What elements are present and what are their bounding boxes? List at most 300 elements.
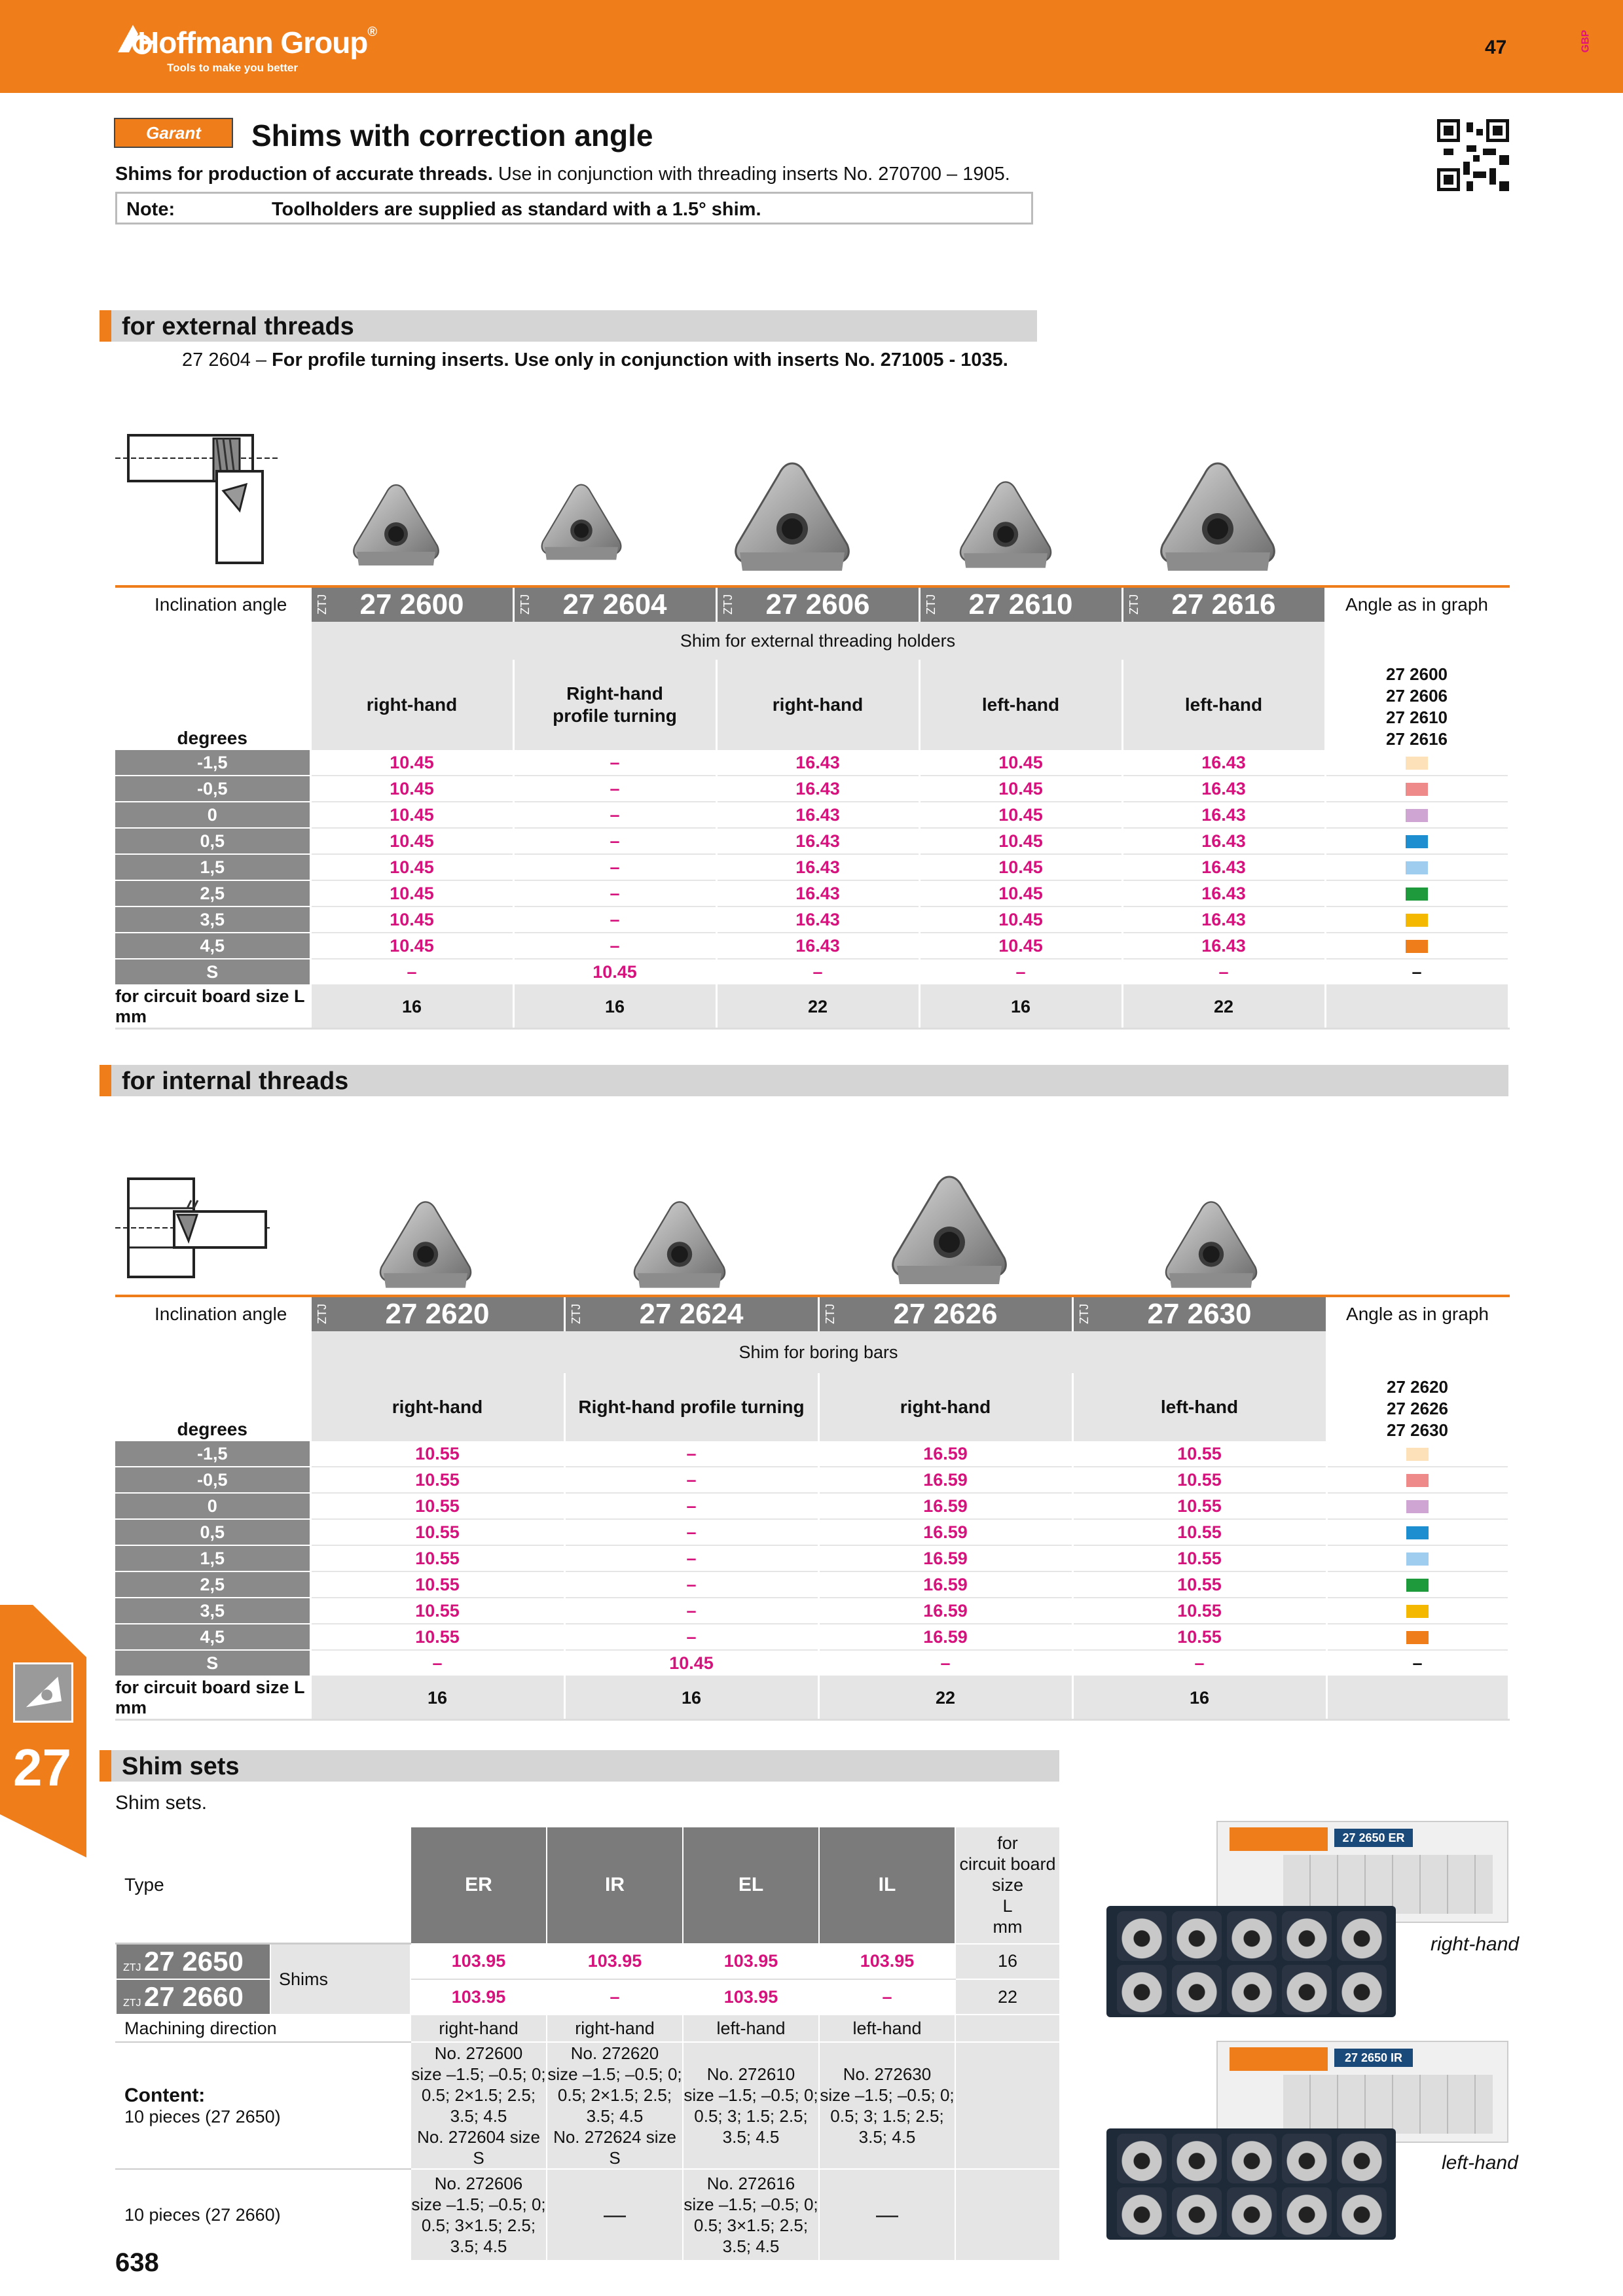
shim-price: –	[513, 933, 716, 959]
tray-shim-slot	[1337, 1965, 1387, 2015]
article-header: ZTJ 27 2620	[310, 1296, 564, 1331]
shim-price: 16.43	[1122, 854, 1325, 880]
set-article: ZTJ 27 2650	[116, 1944, 270, 1980]
internal-thread-diagram	[115, 1175, 272, 1280]
inclination-angle-label: Inclination angle	[115, 1296, 310, 1331]
shim-image	[373, 1198, 478, 1292]
degrees-label: degrees	[115, 1373, 310, 1441]
angle-color-swatch: –	[1325, 959, 1508, 985]
shim-price: 10.55	[1072, 1467, 1326, 1493]
shim-price: 16.43	[1122, 880, 1325, 906]
shim-price: 10.55	[1072, 1441, 1326, 1467]
degree-value: 1,5	[115, 854, 310, 880]
shim-price: –	[310, 1650, 564, 1676]
shim-price: 16.59	[818, 1493, 1072, 1519]
angle-color-swatch	[1325, 750, 1508, 776]
set-price: –	[547, 1979, 683, 2015]
color-swatch	[1406, 1552, 1429, 1566]
degree-row	[115, 1467, 1508, 1493]
set-column-header: EL	[683, 1827, 819, 1944]
shim-price: –	[1072, 1650, 1326, 1676]
shim-price: 10.45	[919, 854, 1122, 880]
degree-row	[115, 1493, 1508, 1519]
board-size-label: for circuit board size L mm	[115, 1676, 310, 1720]
degree-value: 0	[115, 1493, 310, 1519]
machining-value: left-hand	[819, 2015, 955, 2042]
shim-price: 16.43	[716, 828, 919, 854]
photo-label-right-hand: right-hand	[1431, 1933, 1520, 1955]
shim-price: 16.43	[1122, 933, 1325, 959]
angle-color-swatch	[1325, 802, 1508, 828]
article-header: ZTJ 27 2616	[1122, 586, 1325, 622]
tray-shim-slot	[1172, 2134, 1222, 2183]
shim-price: 10.45	[310, 750, 513, 776]
brand-tagline: Tools to make you better	[167, 62, 298, 74]
set-column-header: ER	[410, 1827, 547, 1944]
hand-label: Right-hand profile turning	[513, 660, 716, 750]
degrees-label: degrees	[115, 660, 310, 750]
note-label: Note:	[126, 199, 175, 220]
brand-name: Hoffmann Group®	[137, 25, 377, 60]
content-value: —	[547, 2169, 683, 2261]
box-slot-grid	[1283, 2075, 1493, 2134]
tray-shim-slot	[1227, 1911, 1277, 1961]
tray-shim-slot	[1227, 1965, 1277, 2015]
shim-price: 10.45	[310, 906, 513, 933]
tray-shim-slot	[1282, 2134, 1332, 2183]
degree-row	[115, 828, 1508, 854]
shim-price: 10.45	[310, 828, 513, 854]
shim-price: –	[310, 959, 513, 985]
degree-row	[115, 1519, 1508, 1545]
shim-set-box-left	[1216, 2041, 1508, 2143]
shim-price: 16.43	[1122, 776, 1325, 802]
shim-image	[884, 1172, 1015, 1289]
box-article-label: 27 2650 ER	[1334, 1829, 1413, 1847]
degree-row	[115, 933, 1508, 959]
shim-price: 16.43	[716, 933, 919, 959]
group-label: Shim for external threading holders	[310, 622, 1325, 660]
degree-row	[115, 1571, 1508, 1598]
article-code-icon: ZTJ	[518, 594, 532, 615]
shim-sets-description: Shim sets.	[115, 1792, 208, 1814]
article-header: ZTJ 27 2624	[564, 1296, 818, 1331]
angle-color-swatch	[1326, 1624, 1508, 1650]
degree-value: 4,5	[115, 1624, 310, 1650]
box-article-label: 27 2650 IR	[1334, 2049, 1413, 2067]
shim-price: 16.59	[818, 1441, 1072, 1467]
shim-sets-table	[115, 1826, 1061, 2261]
shim-price: 10.45	[919, 802, 1122, 828]
color-swatch	[1406, 888, 1428, 901]
shim-price: 16.59	[818, 1624, 1072, 1650]
shim-price: 10.45	[513, 959, 716, 985]
article-code-icon: ZTJ	[315, 1304, 329, 1324]
color-swatch	[1406, 861, 1428, 874]
photo-label-left-hand: left-hand	[1442, 2152, 1518, 2174]
shim-price: 10.55	[310, 1545, 564, 1571]
graph-articles: 27 2620 27 2626 27 2630	[1326, 1373, 1508, 1441]
tray-shim-slot	[1337, 2134, 1387, 2183]
angle-color-swatch	[1326, 1571, 1508, 1598]
board-size-label: for circuit board size L mm	[115, 985, 310, 1029]
degree-row	[115, 1624, 1508, 1650]
external-description: 27 2604 – For profile turning inserts. Use only in conjunction with inserts No. 271005 - 1035.	[182, 350, 1008, 370]
set-article: ZTJ 27 2660	[116, 1979, 270, 2015]
machining-value: right-hand	[410, 2015, 547, 2042]
content-value: No. 272616 size –1.5; –0.5; 0; 0.5; 3×1.5; 2.5; 3.5; 4.5	[683, 2169, 819, 2261]
machining-value: left-hand	[683, 2015, 819, 2042]
article-code-icon: ZTJ	[721, 594, 735, 615]
section-title: for external threads	[122, 313, 354, 340]
article-header: ZTJ 27 2604	[513, 586, 716, 622]
color-swatch	[1406, 783, 1428, 796]
board-size-value: 22	[1122, 985, 1325, 1029]
shim-price: 16.59	[818, 1598, 1072, 1624]
shim-image	[627, 1198, 732, 1292]
tray-shim-slot	[1172, 1965, 1222, 2015]
section-title: Shim sets	[122, 1753, 240, 1780]
shim-price: 16.43	[1122, 750, 1325, 776]
group-label: Shim for boring bars	[310, 1331, 1326, 1373]
tray-shim-slot	[1117, 2187, 1167, 2237]
shim-price: 16.43	[716, 802, 919, 828]
content-value: No. 272610 size –1.5; –0.5; 0; 0.5; 3; 1.5; 2.5; 3.5; 4.5	[683, 2042, 819, 2169]
hand-label: left-hand	[1122, 660, 1325, 750]
shim-price: 10.55	[310, 1598, 564, 1624]
set-price: 103.95	[683, 1979, 819, 2015]
set-price: 103.95	[410, 1944, 547, 1980]
shim-price: 10.45	[919, 750, 1122, 776]
shim-price: –	[919, 959, 1122, 985]
shim-price: 10.45	[919, 933, 1122, 959]
degree-row	[115, 1441, 1508, 1467]
angle-color-swatch	[1326, 1441, 1508, 1467]
set-price: 103.95	[819, 1944, 955, 1980]
shim-price: –	[564, 1441, 818, 1467]
shim-price: 10.45	[919, 880, 1122, 906]
angle-color-swatch	[1325, 828, 1508, 854]
shim-price: –	[564, 1571, 818, 1598]
shim-price: 10.55	[310, 1467, 564, 1493]
shim-price: –	[818, 1650, 1072, 1676]
degree-value: 4,5	[115, 933, 310, 959]
tray-shim-slot	[1227, 2187, 1277, 2237]
board-size-value: 22	[716, 985, 919, 1029]
shims-label: Shims	[270, 1944, 410, 2015]
degree-value: 1,5	[115, 1545, 310, 1571]
shim-price: 10.55	[310, 1571, 564, 1598]
article-header: ZTJ 27 2600	[310, 586, 513, 622]
tray-shim-slot	[1282, 1965, 1332, 2015]
degree-value: -0,5	[115, 1467, 310, 1493]
shim-price: 16.59	[818, 1545, 1072, 1571]
article-code-icon: ZTJ	[924, 594, 938, 615]
content-value: —	[819, 2169, 955, 2261]
degree-row	[115, 776, 1508, 802]
tray-shim-slot	[1117, 1965, 1167, 2015]
article-code-icon: ZTJ	[123, 1998, 144, 2009]
shim-price: 10.45	[564, 1650, 818, 1676]
shim-price: 16.43	[716, 880, 919, 906]
page-number-bottom: 638	[115, 2248, 159, 2277]
shim-price: 16.59	[818, 1519, 1072, 1545]
content-value: No. 272606 size –1.5; –0.5; 0; 0.5; 3×1.5; 2.5; 3.5; 4.5	[410, 2169, 547, 2261]
article-header: ZTJ 27 2606	[716, 586, 919, 622]
hand-label: right-hand	[310, 1373, 564, 1441]
section-external-threads	[100, 310, 1037, 342]
shim-price: 10.45	[919, 776, 1122, 802]
shim-price: 10.55	[1072, 1519, 1326, 1545]
article-code-icon: ZTJ	[1077, 1304, 1091, 1324]
tray-shim-slot	[1117, 2134, 1167, 2183]
type-label: Type	[116, 1827, 410, 1944]
degree-value: 0,5	[115, 1519, 310, 1545]
board-size-header: for circuit board size L mm	[955, 1827, 1060, 1944]
note-text: Toolholders are supplied as standard with a 1.5° shim.	[272, 199, 761, 220]
tray-shim-slot	[1227, 2134, 1277, 2183]
shim-price: 16.43	[716, 906, 919, 933]
shim-price: 16.43	[1122, 906, 1325, 933]
hand-label: Right-hand profile turning	[564, 1373, 818, 1441]
degree-row	[115, 906, 1508, 933]
shim-price: 10.45	[310, 880, 513, 906]
angle-graph-label: Angle as in graph	[1326, 1296, 1508, 1331]
shim-image	[953, 478, 1058, 572]
angle-color-swatch	[1326, 1493, 1508, 1519]
tray-shim-slot	[1172, 1911, 1222, 1961]
board-size-value: 16	[310, 1676, 564, 1720]
machining-label: Machining direction	[116, 2015, 410, 2042]
shim-price: –	[564, 1519, 818, 1545]
shim-image	[347, 481, 445, 569]
article-header: ZTJ 27 2630	[1072, 1296, 1326, 1331]
shim-price: –	[564, 1598, 818, 1624]
degree-row	[115, 854, 1508, 880]
shim-price: 16.43	[716, 750, 919, 776]
shim-image	[536, 481, 627, 564]
shim-price: 10.55	[1072, 1493, 1326, 1519]
content-label: Content: 10 pieces (27 2650)	[116, 2042, 410, 2169]
degree-value: -1,5	[115, 1441, 310, 1467]
shim-price: 10.55	[1072, 1624, 1326, 1650]
angle-color-swatch	[1325, 854, 1508, 880]
set-column-header: IL	[819, 1827, 955, 1944]
article-code-icon: ZTJ	[823, 1304, 837, 1324]
board-size-value: 22	[818, 1676, 1072, 1720]
shim-price: –	[513, 854, 716, 880]
shim-price: –	[716, 959, 919, 985]
color-swatch	[1406, 1448, 1429, 1461]
article-code-icon: ZTJ	[123, 1962, 144, 1973]
page-title: Shims with correction angle	[251, 118, 653, 152]
content-value: No. 272630 size –1.5; –0.5; 0; 0.5; 3; 1.5; 2.5; 3.5; 4.5	[819, 2042, 955, 2169]
box-brand-label	[1230, 1827, 1328, 1851]
angle-color-swatch	[1326, 1519, 1508, 1545]
content2-label: 10 pieces (27 2660)	[116, 2169, 410, 2261]
box-brand-label	[1230, 2047, 1328, 2071]
angle-color-swatch	[1326, 1467, 1508, 1493]
degree-row	[115, 750, 1508, 776]
color-swatch	[1406, 914, 1428, 927]
shim-price: –	[564, 1493, 818, 1519]
degree-value: 3,5	[115, 1598, 310, 1624]
shim-price: 10.55	[310, 1624, 564, 1650]
shim-price: 16.59	[818, 1467, 1072, 1493]
degree-row	[115, 1598, 1508, 1624]
shim-price: –	[513, 828, 716, 854]
degree-value: 0	[115, 802, 310, 828]
tray-shim-slot	[1282, 2187, 1332, 2237]
degree-row	[115, 880, 1508, 906]
shim-image	[727, 458, 858, 576]
internal-shims-table	[115, 1295, 1510, 1721]
graph-articles: 27 2600 27 2606 27 2610 27 2616	[1325, 660, 1508, 750]
degree-row	[115, 1650, 1508, 1676]
angle-color-swatch	[1326, 1545, 1508, 1571]
set-price: 103.95	[410, 1979, 547, 2015]
shim-price: –	[1122, 959, 1325, 985]
color-swatch	[1406, 1579, 1429, 1592]
set-price: –	[819, 1979, 955, 2015]
box-slot-grid	[1283, 1855, 1493, 1914]
shim-price: 10.45	[919, 828, 1122, 854]
degree-value: -0,5	[115, 776, 310, 802]
color-swatch	[1406, 1605, 1429, 1618]
shim-price: 10.55	[310, 1441, 564, 1467]
note-box	[115, 192, 1033, 224]
section-shim-sets	[100, 1750, 1059, 1782]
degree-row	[115, 1545, 1508, 1571]
board-size-value: 16	[513, 985, 716, 1029]
angle-color-swatch	[1325, 933, 1508, 959]
content-value: No. 272600 size –1.5; –0.5; 0; 0.5; 2×1.5; 2.5; 3.5; 4.5 No. 272604 size S	[411, 2043, 546, 2168]
shim-price: –	[513, 776, 716, 802]
set-board-size: 16	[955, 1944, 1060, 1980]
shim-price: 10.55	[310, 1493, 564, 1519]
shim-price: 10.45	[919, 906, 1122, 933]
color-swatch	[1406, 1526, 1429, 1539]
section-internal-threads	[100, 1065, 1508, 1096]
degree-value: 0,5	[115, 828, 310, 854]
board-size-value: 16	[919, 985, 1122, 1029]
color-swatch	[1406, 1474, 1429, 1487]
set-column-header: IR	[547, 1827, 683, 1944]
degree-row	[115, 802, 1508, 828]
set-board-size: 22	[955, 1979, 1060, 2015]
set-price: 103.95	[547, 1944, 683, 1980]
angle-color-swatch: –	[1326, 1650, 1508, 1676]
angle-color-swatch	[1326, 1598, 1508, 1624]
garant-logo: Garant	[114, 118, 233, 148]
hand-label: right-hand	[716, 660, 919, 750]
shim-price: 10.45	[310, 802, 513, 828]
shim-image	[1152, 458, 1283, 576]
hand-label: left-hand	[1072, 1373, 1326, 1441]
degree-value: -1,5	[115, 750, 310, 776]
hand-label: right-hand	[818, 1373, 1072, 1441]
qr-code-icon	[1437, 119, 1509, 191]
color-swatch	[1406, 940, 1428, 953]
shim-price: 10.55	[310, 1519, 564, 1545]
color-swatch	[1406, 809, 1428, 822]
board-size-value: 16	[310, 985, 513, 1029]
degree-value: S	[115, 1650, 310, 1676]
shim-price: –	[564, 1545, 818, 1571]
color-swatch	[1406, 1631, 1429, 1644]
external-shims-table	[115, 585, 1510, 1030]
language-tag: GBP	[1580, 29, 1592, 53]
shim-price: –	[564, 1467, 818, 1493]
board-size-value: 16	[1072, 1676, 1326, 1720]
hand-label: right-hand	[310, 660, 513, 750]
page-number-top: 47	[1485, 37, 1507, 58]
tray-shim-slot	[1117, 1911, 1167, 1961]
inclination-angle-label: Inclination angle	[115, 586, 310, 622]
page-subtitle: Shims for production of accurate threads. Use in conjunction with threading inserts No. 270700 – 1905.	[115, 164, 1010, 185]
angle-color-swatch	[1325, 776, 1508, 802]
shim-price: 10.55	[1072, 1545, 1326, 1571]
tray-shim-slot	[1172, 2187, 1222, 2237]
angle-graph-label: Angle as in graph	[1325, 586, 1508, 622]
shim-price: 16.43	[716, 776, 919, 802]
shim-price: 16.59	[818, 1571, 1072, 1598]
chapter-insert-icon	[13, 1662, 73, 1723]
chapter-number: 27	[13, 1738, 71, 1797]
shim-price: –	[513, 906, 716, 933]
shim-price: 16.43	[1122, 828, 1325, 854]
article-header: ZTJ 27 2610	[919, 586, 1122, 622]
color-swatch	[1406, 835, 1428, 848]
angle-color-swatch	[1325, 880, 1508, 906]
angle-color-swatch	[1325, 906, 1508, 933]
tray-shim-slot	[1337, 2187, 1387, 2237]
degree-value: 3,5	[115, 906, 310, 933]
shim-price: 10.45	[310, 776, 513, 802]
shim-price: 10.55	[1072, 1598, 1326, 1624]
shim-price: –	[513, 802, 716, 828]
board-size-value: 16	[564, 1676, 818, 1720]
chapter-side-tab	[0, 1605, 86, 1857]
article-header: ZTJ 27 2626	[818, 1296, 1072, 1331]
section-title: for internal threads	[122, 1067, 349, 1095]
article-code-icon: ZTJ	[569, 1304, 583, 1324]
degree-row	[115, 959, 1508, 985]
tray-shim-slot	[1337, 1911, 1387, 1961]
degree-value: 2,5	[115, 880, 310, 906]
external-thread-diagram	[115, 432, 279, 569]
shim-image	[1159, 1198, 1264, 1292]
color-swatch	[1406, 1500, 1429, 1513]
shim-price: 16.43	[1122, 802, 1325, 828]
article-code-icon: ZTJ	[1127, 594, 1140, 615]
shim-price: –	[513, 750, 716, 776]
shim-price: 10.55	[1072, 1571, 1326, 1598]
shim-price: –	[564, 1624, 818, 1650]
shim-price: 10.45	[310, 854, 513, 880]
degree-value: S	[115, 959, 310, 985]
article-code-icon: ZTJ	[315, 594, 329, 615]
set-price: 103.95	[683, 1944, 819, 1980]
degree-value: 2,5	[115, 1571, 310, 1598]
shim-price: 16.43	[716, 854, 919, 880]
shim-price: 10.45	[310, 933, 513, 959]
tray-shim-slot	[1282, 1911, 1332, 1961]
color-swatch	[1406, 757, 1428, 770]
hand-label: left-hand	[919, 660, 1122, 750]
machining-value: right-hand	[547, 2015, 683, 2042]
content-value: No. 272620 size –1.5; –0.5; 0; 0.5; 2×1.5; 2.5; 3.5; 4.5 No. 272624 size S	[547, 2043, 682, 2168]
